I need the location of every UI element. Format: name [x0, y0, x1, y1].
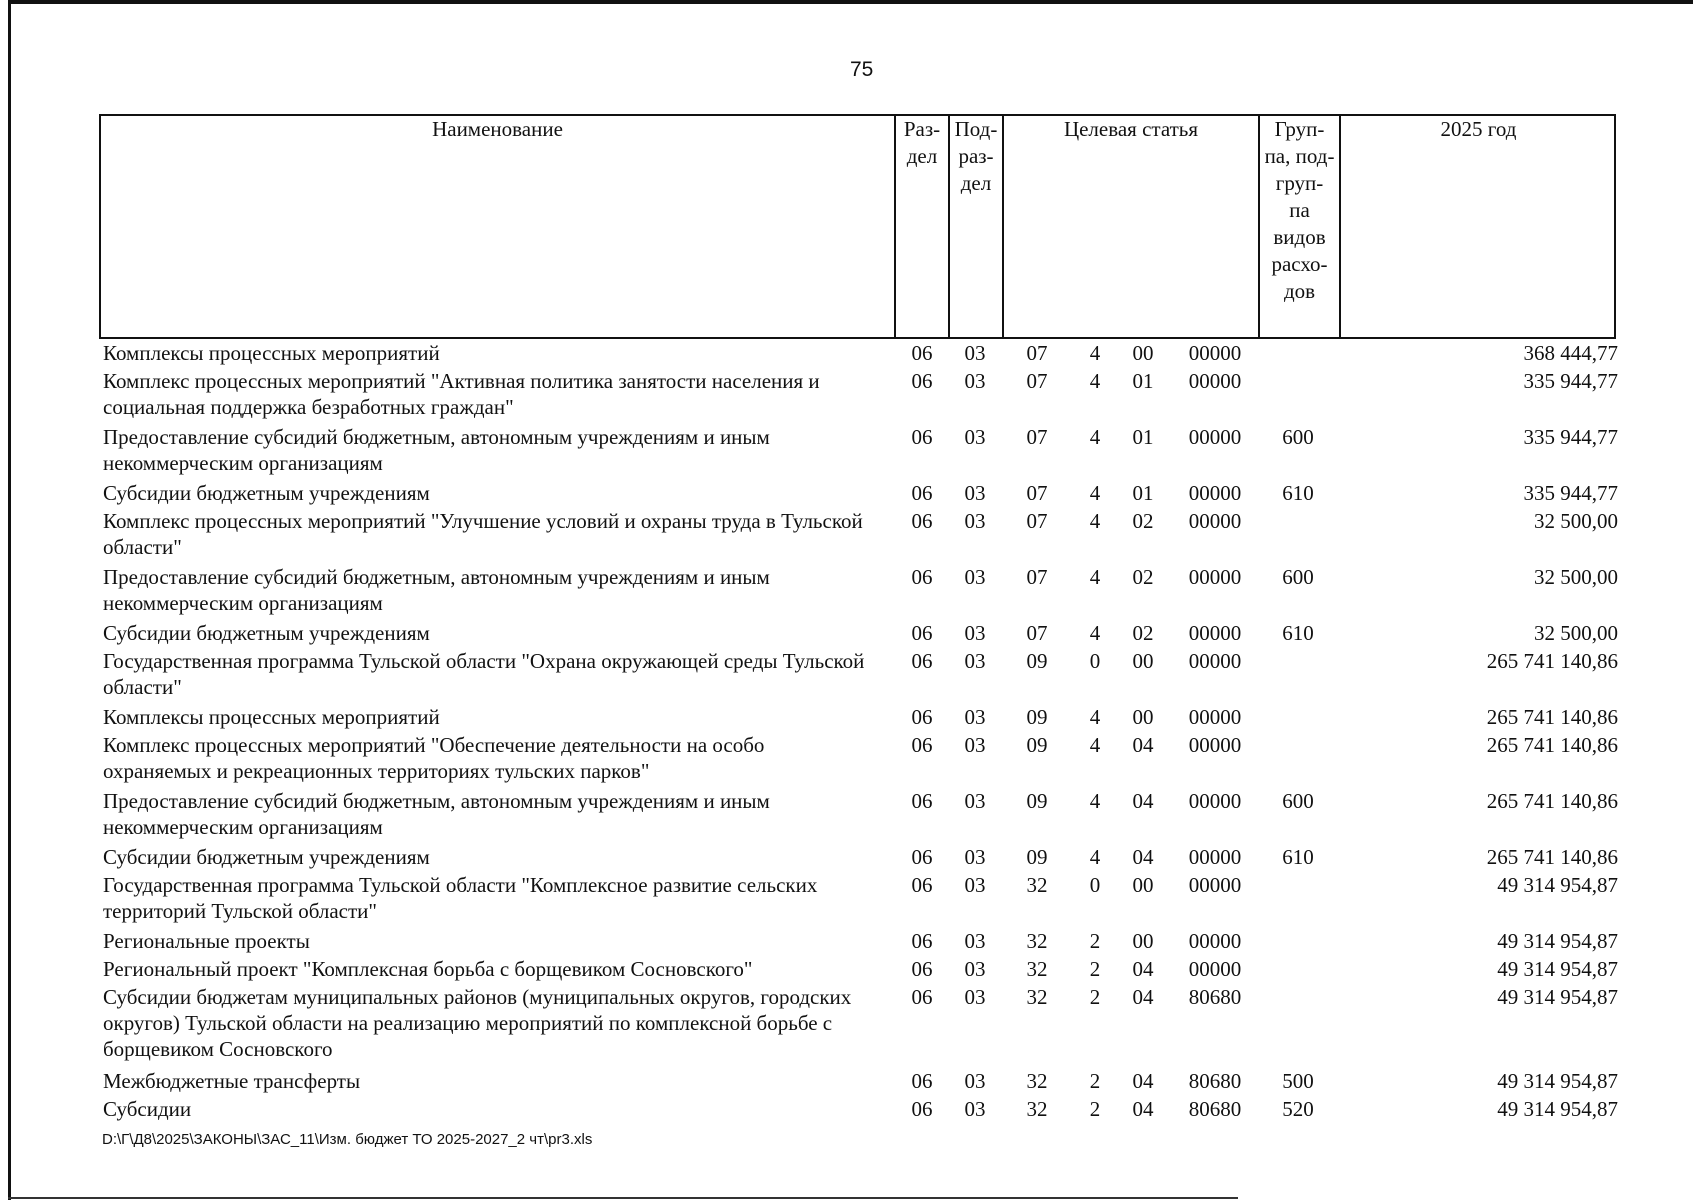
row-cell-g: 520 [1282, 1097, 1314, 1121]
row-cell-r: 06 [911, 649, 933, 673]
row-name [103, 1068, 893, 1094]
row-cell-g: 610 [1282, 481, 1314, 505]
row-name [103, 704, 893, 730]
row-cell-t1: 07 [1026, 341, 1048, 365]
row-cell-a: 265 741 140,86 [1486, 845, 1618, 869]
row-cell-a: 49 314 954,87 [1497, 957, 1618, 981]
row-name [103, 648, 893, 700]
row-name-line: некоммерческим организациям [103, 451, 383, 475]
header-group-line: Груп- [1274, 117, 1325, 141]
row-cell-t3: 01 [1132, 481, 1154, 505]
row-cell-t3: 04 [1132, 733, 1154, 757]
row-cell-r: 06 [911, 1069, 933, 1093]
row-cell-p: 03 [964, 873, 986, 897]
row-cell-t2: 0 [1089, 649, 1101, 673]
table-header [99, 114, 1616, 339]
row-cell-g: 610 [1282, 845, 1314, 869]
header-section-line: Раз- [903, 117, 941, 141]
row-cell-t1: 09 [1026, 789, 1048, 813]
row-cell-t1: 07 [1026, 481, 1048, 505]
page-frame-bottom [8, 1197, 1238, 1199]
row-cell-a: 335 944,77 [1523, 481, 1618, 505]
row-cell-t1: 07 [1026, 621, 1048, 645]
row-cell-t1: 32 [1026, 1097, 1048, 1121]
row-cell-r: 06 [911, 509, 933, 533]
row-name-line: социальная поддержка безработных граждан" [103, 395, 514, 419]
row-cell-a: 265 741 140,86 [1486, 733, 1618, 757]
row-cell-r: 06 [911, 929, 933, 953]
row-cell-p: 03 [964, 733, 986, 757]
row-name-line: Комплекс процессных мероприятий "Улучшение условий и охраны труда в Тульской [103, 509, 863, 533]
row-name [103, 956, 893, 982]
row-cell-t4: 00000 [1188, 845, 1242, 869]
row-name [103, 424, 893, 476]
row-cell-t4: 00000 [1188, 481, 1242, 505]
row-cell-t3: 04 [1132, 1069, 1154, 1093]
row-cell-p: 03 [964, 1069, 986, 1093]
header-group-line: дов [1283, 279, 1316, 303]
row-cell-r: 06 [911, 481, 933, 505]
row-cell-t2: 4 [1089, 565, 1101, 589]
row-cell-t3: 00 [1132, 929, 1154, 953]
row-cell-a: 49 314 954,87 [1497, 1069, 1618, 1093]
row-name-line: Субсидии бюджетам муниципальных районов (муниципальных округов, городских [103, 985, 852, 1009]
row-cell-t1: 09 [1026, 733, 1048, 757]
header-group-line: расхо- [1271, 252, 1328, 276]
row-name-line: области" [103, 535, 182, 559]
row-cell-t3: 02 [1132, 565, 1154, 589]
row-cell-a: 32 500,00 [1534, 565, 1618, 589]
row-cell-r: 06 [911, 845, 933, 869]
row-cell-t4: 00000 [1188, 341, 1242, 365]
row-name [103, 844, 893, 870]
row-cell-a: 32 500,00 [1534, 621, 1618, 645]
row-cell-t2: 4 [1089, 341, 1101, 365]
row-cell-a: 49 314 954,87 [1497, 985, 1618, 1009]
header-divider [1002, 114, 1004, 339]
header-target-article: Целевая статья [1063, 117, 1199, 141]
row-name-line: Комплекс процессных мероприятий "Обеспечение деятельности на особо [103, 733, 765, 757]
row-name [103, 788, 893, 840]
row-name-line: борщевиком Сосновского [103, 1037, 333, 1061]
row-cell-t3: 04 [1132, 789, 1154, 813]
row-name-line: Предоставление субсидий бюджетным, автономным учреждениям и иным [103, 565, 770, 589]
header-expense-group [1260, 116, 1339, 305]
row-cell-r: 06 [911, 621, 933, 645]
row-cell-g: 500 [1282, 1069, 1314, 1093]
header-name: Наименование [432, 117, 563, 141]
row-name [103, 984, 893, 1062]
row-name-line: Комплексы процессных мероприятий [103, 341, 440, 365]
row-name-line: Субсидии бюджетным учреждениям [103, 621, 430, 645]
row-cell-t2: 4 [1089, 789, 1101, 813]
row-cell-t3: 02 [1132, 509, 1154, 533]
row-cell-t4: 00000 [1188, 509, 1242, 533]
row-cell-p: 03 [964, 425, 986, 449]
row-cell-t2: 4 [1089, 845, 1101, 869]
row-cell-t4: 00000 [1188, 873, 1242, 897]
row-cell-t2: 4 [1089, 509, 1101, 533]
row-cell-t2: 4 [1089, 425, 1101, 449]
row-cell-t4: 00000 [1188, 425, 1242, 449]
row-cell-t3: 02 [1132, 621, 1154, 645]
row-cell-t1: 32 [1026, 1069, 1048, 1093]
row-name-line: территорий Тульской области" [103, 899, 377, 923]
row-cell-t1: 32 [1026, 957, 1048, 981]
row-cell-p: 03 [964, 565, 986, 589]
row-cell-t4: 00000 [1188, 565, 1242, 589]
row-name [103, 564, 893, 616]
row-cell-a: 265 741 140,86 [1486, 705, 1618, 729]
row-cell-t1: 07 [1026, 425, 1048, 449]
row-cell-p: 03 [964, 929, 986, 953]
row-cell-t2: 2 [1089, 929, 1101, 953]
row-cell-p: 03 [964, 845, 986, 869]
header-year: 2025 год [1440, 117, 1517, 141]
row-cell-t4: 00000 [1188, 621, 1242, 645]
row-cell-r: 06 [911, 1097, 933, 1121]
row-name-line: охраняемых и рекреационных территориях тульских парков" [103, 759, 650, 783]
row-cell-t2: 4 [1089, 705, 1101, 729]
row-cell-t2: 2 [1089, 957, 1101, 981]
row-cell-t1: 09 [1026, 649, 1048, 673]
row-cell-p: 03 [964, 341, 986, 365]
row-cell-t1: 32 [1026, 873, 1048, 897]
row-cell-p: 03 [964, 957, 986, 981]
row-cell-p: 03 [964, 985, 986, 1009]
row-name-line: Государственная программа Тульской области "Комплексное развитие сельских [103, 873, 818, 897]
row-cell-t1: 32 [1026, 929, 1048, 953]
header-subsection-line: дел [960, 171, 992, 195]
row-cell-a: 49 314 954,87 [1497, 1097, 1618, 1121]
row-cell-t2: 2 [1089, 1097, 1101, 1121]
row-name [103, 872, 893, 924]
row-name-line: Субсидии бюджетным учреждениям [103, 845, 430, 869]
row-cell-t4: 00000 [1188, 733, 1242, 757]
row-cell-t1: 09 [1026, 845, 1048, 869]
row-cell-t3: 04 [1132, 1097, 1154, 1121]
row-cell-r: 06 [911, 789, 933, 813]
row-name-line: Субсидии [103, 1097, 192, 1121]
row-cell-t3: 00 [1132, 873, 1154, 897]
row-cell-r: 06 [911, 985, 933, 1009]
row-cell-r: 06 [911, 341, 933, 365]
row-cell-t3: 01 [1132, 369, 1154, 393]
header-section-line: дел [906, 144, 938, 168]
row-name-line: некоммерческим организациям [103, 815, 383, 839]
row-cell-t2: 4 [1089, 621, 1101, 645]
row-cell-t4: 00000 [1188, 789, 1242, 813]
row-name-line: Предоставление субсидий бюджетным, автономным учреждениям и иным [103, 425, 770, 449]
row-name-line: Государственная программа Тульской области "Охрана окружающей среды Тульской [103, 649, 865, 673]
row-cell-p: 03 [964, 509, 986, 533]
row-cell-r: 06 [911, 705, 933, 729]
row-cell-a: 335 944,77 [1523, 425, 1618, 449]
row-cell-g: 600 [1282, 789, 1314, 813]
row-cell-r: 06 [911, 425, 933, 449]
row-cell-a: 335 944,77 [1523, 369, 1618, 393]
row-name-line: Комплекс процессных мероприятий "Активная политика занятости населения и [103, 369, 820, 393]
row-cell-t4: 00000 [1188, 705, 1242, 729]
row-cell-a: 49 314 954,87 [1497, 873, 1618, 897]
row-cell-t3: 00 [1132, 341, 1154, 365]
row-cell-t3: 04 [1132, 957, 1154, 981]
row-cell-a: 265 741 140,86 [1486, 649, 1618, 673]
row-name-line: Субсидии бюджетным учреждениям [103, 481, 430, 505]
page-number: 75 [850, 58, 874, 81]
row-cell-t4: 80680 [1188, 1069, 1242, 1093]
row-cell-a: 368 444,77 [1523, 341, 1618, 365]
row-cell-t3: 01 [1132, 425, 1154, 449]
row-cell-g: 610 [1282, 621, 1314, 645]
header-subsection-line: Под- [954, 117, 998, 141]
file-path: D:\Г\Д8\2025\ЗАКОНЫ\ЗАС_11\Изм. бюджет ТО 2025-2027_2 чт\pr3.xls [102, 1131, 593, 1148]
row-cell-t4: 80680 [1188, 985, 1242, 1009]
row-name-line: округов) Тульской области на реализацию мероприятий по комплексной борьбе с [103, 1011, 833, 1035]
row-cell-p: 03 [964, 789, 986, 813]
row-cell-t3: 04 [1132, 985, 1154, 1009]
row-cell-t2: 4 [1089, 733, 1101, 757]
row-name [103, 732, 893, 784]
row-cell-p: 03 [964, 1097, 986, 1121]
row-cell-p: 03 [964, 649, 986, 673]
row-cell-r: 06 [911, 957, 933, 981]
row-name-line: Региональные проекты [103, 929, 310, 953]
row-cell-t4: 00000 [1188, 929, 1242, 953]
row-name [103, 368, 893, 420]
header-section [896, 116, 948, 170]
row-cell-p: 03 [964, 621, 986, 645]
row-cell-p: 03 [964, 481, 986, 505]
header-subsection [950, 116, 1002, 197]
row-cell-t4: 80680 [1188, 1097, 1242, 1121]
row-cell-t1: 32 [1026, 985, 1048, 1009]
row-cell-t2: 4 [1089, 369, 1101, 393]
row-cell-t1: 07 [1026, 509, 1048, 533]
row-cell-r: 06 [911, 733, 933, 757]
row-cell-a: 49 314 954,87 [1497, 929, 1618, 953]
row-cell-t3: 00 [1132, 649, 1154, 673]
row-cell-t3: 04 [1132, 845, 1154, 869]
row-name [103, 620, 893, 646]
row-name-line: Межбюджетные трансферты [103, 1069, 361, 1093]
header-subsection-line: раз- [958, 144, 994, 168]
row-name [103, 1096, 893, 1122]
row-cell-t4: 00000 [1188, 369, 1242, 393]
row-cell-t2: 4 [1089, 481, 1101, 505]
row-name [103, 508, 893, 560]
row-cell-t4: 00000 [1188, 957, 1242, 981]
row-cell-a: 265 741 140,86 [1486, 789, 1618, 813]
row-name-line: Комплексы процессных мероприятий [103, 705, 440, 729]
row-cell-t2: 2 [1089, 1069, 1101, 1093]
row-name [103, 340, 893, 366]
row-cell-g: 600 [1282, 425, 1314, 449]
row-cell-a: 32 500,00 [1534, 509, 1618, 533]
row-cell-r: 06 [911, 565, 933, 589]
row-name [103, 928, 893, 954]
row-name-line: области" [103, 675, 182, 699]
row-cell-t1: 07 [1026, 369, 1048, 393]
header-group-line: па [1289, 198, 1310, 222]
header-group-line: видов [1273, 225, 1326, 249]
row-cell-p: 03 [964, 369, 986, 393]
row-name-line: некоммерческим организациям [103, 591, 383, 615]
header-divider [1339, 114, 1341, 339]
row-cell-t1: 09 [1026, 705, 1048, 729]
row-cell-t1: 07 [1026, 565, 1048, 589]
row-name-line: Предоставление субсидий бюджетным, автономным учреждениям и иным [103, 789, 770, 813]
row-name [103, 480, 893, 506]
row-cell-r: 06 [911, 369, 933, 393]
page-frame-top [8, 0, 1693, 4]
row-cell-p: 03 [964, 705, 986, 729]
row-name-line: Региональный проект "Комплексная борьба с борщевиком Сосновского" [103, 957, 753, 981]
row-cell-t4: 00000 [1188, 649, 1242, 673]
row-cell-t2: 2 [1089, 985, 1101, 1009]
header-group-line: груп- [1275, 171, 1324, 195]
row-cell-t3: 00 [1132, 705, 1154, 729]
page-frame-left [8, 0, 11, 1200]
row-cell-g: 600 [1282, 565, 1314, 589]
header-group-line: па, под- [1264, 144, 1335, 168]
row-cell-t2: 0 [1089, 873, 1101, 897]
row-cell-r: 06 [911, 873, 933, 897]
